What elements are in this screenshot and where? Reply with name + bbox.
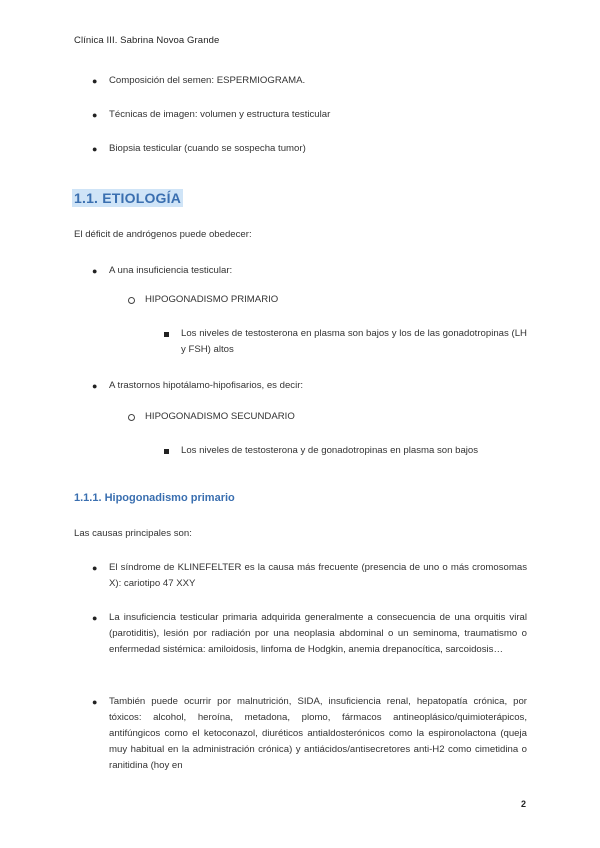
circle-bullet-icon [128,297,135,304]
sub-list-item: HIPOGONADISMO PRIMARIO [145,294,279,305]
list-item: Composición del semen: ESPERMIOGRAMA. [109,75,306,86]
circle-bullet-icon [128,414,135,421]
bullet-dot: ● [92,110,98,120]
list-item: El síndrome de KLINEFELTER es la causa más frecuente (presencia de uno o más cromosomas X): cariotipo 47 XXY [109,562,527,589]
list-item: Biopsia testicular (cuando se sospecha tumor) [109,143,306,154]
square-bullet-icon [164,332,169,337]
bullet-dot: ● [92,697,98,707]
running-header: Clínica III. Sabrina Novoa Grande [74,35,220,46]
sub-list-item: HIPOGONADISMO SECUNDARIO [145,411,295,422]
bullet-dot: ● [92,563,98,573]
section-intro: El déficit de andrógenos puede obedecer: [74,229,252,240]
list-item: La insuficiencia testicular primaria adquirida generalmente a consecuencia de una orquitis viral (parotiditis), lesión por radiación por una neoplasia abdominal o un seminoma, traumatismo o enfermedad sistémica: amiloidosis, linfoma de Hodgkin, anemia drepanocítica, sarcoidosis… [109,612,527,655]
detail-item: Los niveles de testosterona en plasma son bajos y los de las gonadotropinas (LH y FSH) altos [181,328,527,355]
bullet-dot: ● [92,76,98,86]
page-number: 2 [521,799,527,809]
subsection-heading: 1.1.1. Hipogonadismo primario [74,492,235,504]
bullet-dot: ● [92,266,98,276]
subsection-intro: Las causas principales son: [74,528,192,539]
bullet-dot: ● [92,144,98,154]
list-item: Técnicas de imagen: volumen y estructura testicular [109,109,331,120]
list-item: A una insuficiencia testicular: [109,265,233,276]
bullet-dot: ● [92,613,98,623]
detail-item: Los niveles de testosterona y de gonadotropinas en plasma son bajos [181,445,479,456]
bullet-dot: ● [92,381,98,391]
section-heading: 1.1. ETIOLOGÍA [74,190,182,206]
list-item: A trastornos hipotálamo-hipofisarios, es decir: [109,380,304,391]
square-bullet-icon [164,449,169,454]
list-item: También puede ocurrir por malnutrición, SIDA, insuficiencia renal, hepatopatía crónica, por tóxicos: alcohol, heroína, metadona, plomo, fármacos antineoplásico/quimioterápicos, antifúngicos como el ketoconazol, diuréticos antialdosterónicos como la espironolactona (queja muy habitual en la administración crónica) y antiácidos/antisecretores anti-H2 como cimetidina o ranitidina (hoy en [109,696,527,771]
